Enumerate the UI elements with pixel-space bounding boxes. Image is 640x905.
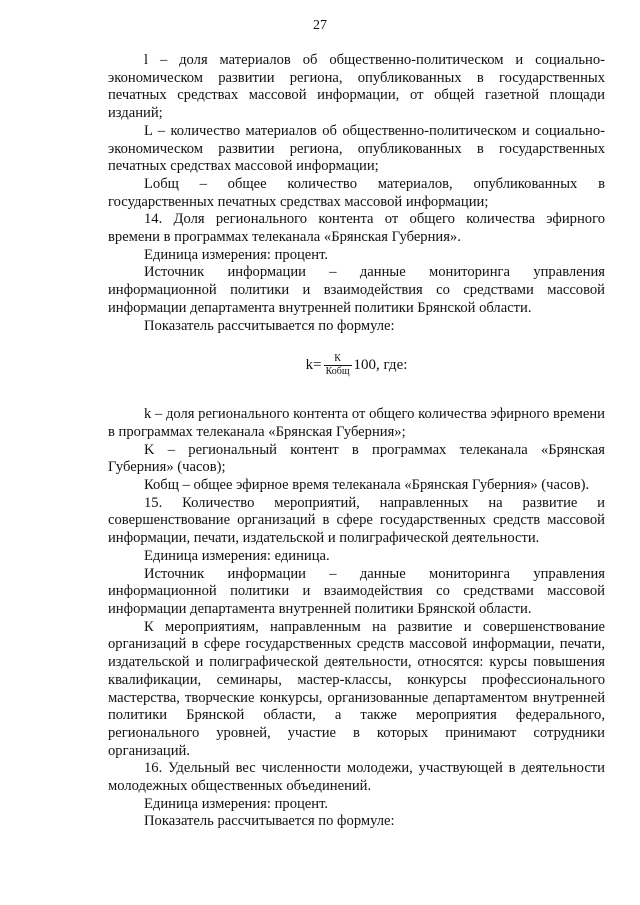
paragraph-unit-15: Единица измерения: единица.	[144, 547, 330, 564]
paragraph-source-14: Источник информации – данные мониторинга управления информационной политики и взаимодействия со средствами массовой информации департамента внутренней политики Брянской области.	[108, 264, 605, 316]
formula-denominator: Кобщ	[325, 366, 350, 378]
formula-k	[108, 353, 605, 378]
paragraph-K-definition: K – региональный контент в программах телеканала «Брянская Губерния» (часов);	[108, 441, 605, 476]
paragraph-events-15: К мероприятиям, направленным на развитие и совершенствование организаций в сфере государственных средств массовой информации, печати, издательской и полиграфической деятельности, относятся: курсы повышения квалификации, семинары, мастер-классы, конкурсы профессионального мастерства, творческие конкурсы, организованные департаментом внутренней политики Брянской области, а также мероприятия федерального, регионального уровней, участие в которых принимают сотрудники организаций.	[108, 618, 605, 759]
paragraph-formula-intro-16: Показатель рассчитывается по формуле:	[144, 813, 395, 830]
formula-numerator: К	[334, 353, 341, 365]
paragraph-item-16-title: 16. Удельный вес численности молодежи, участвующей в деятельности молодежных общественных объединений.	[108, 760, 605, 795]
formula-rhs: 100, где:	[353, 357, 408, 374]
paragraph-unit-16: Единица измерения: процент.	[144, 795, 329, 812]
paragraph-l-definition: l – доля материалов об общественно-политическом и социально-экономическом развитии региона, опубликованных в государственных печатных средствах массовой информации, от общей газетной площади изданий;	[108, 52, 605, 122]
paragraph-Kobsh-definition: Кобщ – общее эфирное время телеканала «Брянская Губерния» (часов).	[144, 477, 590, 494]
document-body	[108, 52, 605, 831]
paragraph-source-15: Источник информации – данные мониторинга управления информационной политики и взаимодействия со средствами массовой информации департамента внутренней политики Брянской области.	[108, 565, 605, 617]
paragraph-item-14-title: 14. Доля регионального контента от общего количества эфирного времени в программах телеканала «Брянская Губерния».	[108, 211, 605, 246]
paragraph-unit-14: Единица измерения: процент.	[144, 246, 329, 263]
page-number: 27	[313, 18, 327, 33]
paragraph-formula-intro-14: Показатель рассчитывается по формуле:	[144, 317, 395, 334]
paragraph-k-definition: k – доля регионального контента от общего количества эфирного времени в программах телеканала «Брянская Губерния»;	[108, 406, 605, 440]
paragraph-Lobsh-definition: Lобщ – общее количество материалов, опубликованных в государственных печатных средствах массовой информации;	[108, 175, 605, 210]
formula-fraction	[324, 353, 352, 378]
formula-lhs: k=	[305, 357, 322, 374]
paragraph-item-15-title: 15. Количество мероприятий, направленных на развитие и совершенствование организаций в сфере государственных средств массовой информации, печати, издательской и полиграфической деятельности.	[108, 494, 605, 547]
paragraph-L-definition: L – количество материалов об общественно-политическом и социально-экономическом развитии региона, опубликованных в государственных печатных средствах массовой информации;	[108, 122, 605, 175]
